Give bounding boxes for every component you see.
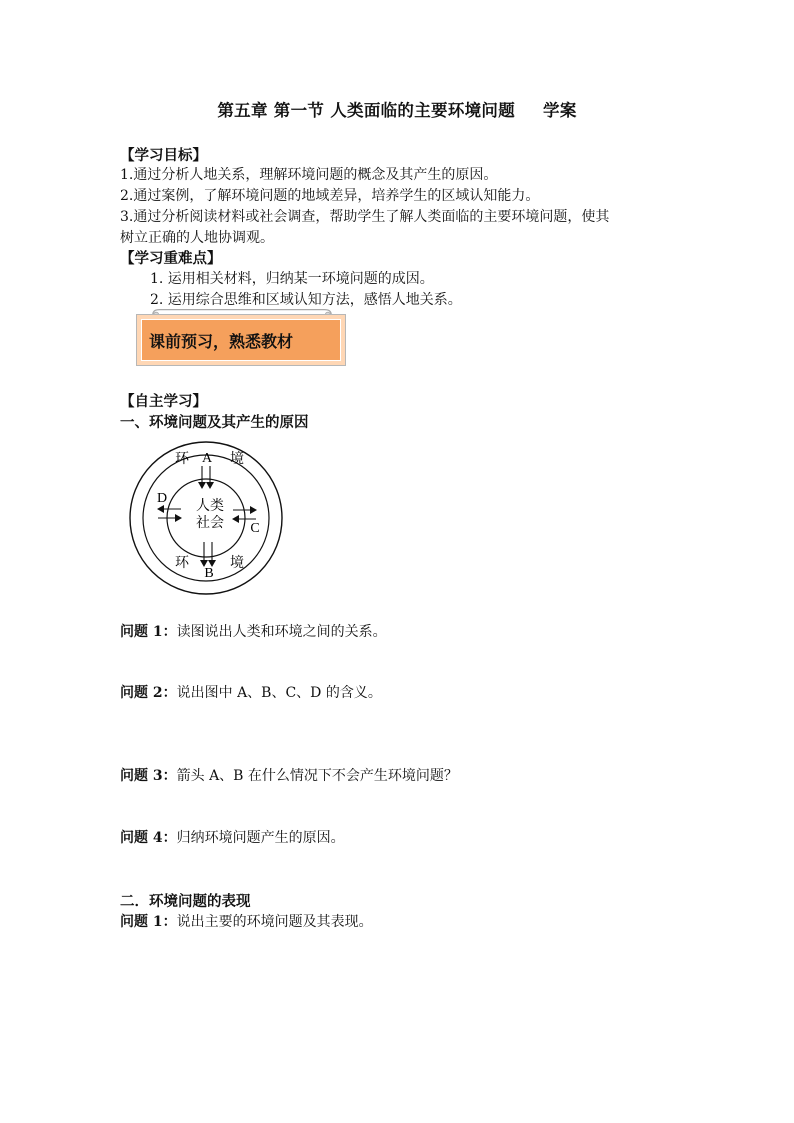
title-main: 第五章 第一节 人类面临的主要环境问题 bbox=[217, 101, 516, 120]
question-label: 问题 1： bbox=[120, 624, 177, 640]
env-label-top-left: 环 bbox=[175, 451, 189, 467]
question-text: 归纳环境问题产生的原因。 bbox=[176, 830, 345, 846]
label-b: B bbox=[204, 566, 214, 581]
center-label-line2: 社会 bbox=[196, 515, 224, 531]
objective-item: 2.通过案例，了解环境问题的地域差异，培养学生的区域认知能力。 bbox=[120, 188, 540, 204]
label-c: C bbox=[250, 521, 260, 536]
question-label: 问题 1： bbox=[120, 914, 177, 930]
objective-item: 树立正确的人地协调观。 bbox=[120, 230, 274, 246]
question-text: 箭头 A、B 在什么情况下不会产生环境问题？ bbox=[176, 768, 458, 784]
question-3 bbox=[120, 765, 458, 785]
objectives-heading: 【学习目标】 bbox=[120, 147, 207, 164]
question-text: 读图说出人类和环境之间的关系。 bbox=[176, 624, 387, 640]
question-label: 问题 4： bbox=[120, 830, 177, 846]
self-study-heading: 【自主学习】 bbox=[120, 393, 207, 410]
question-label: 问题 3： bbox=[120, 768, 177, 784]
question-4 bbox=[120, 827, 345, 847]
question-label: 问题 2： bbox=[120, 685, 177, 701]
question-1 bbox=[120, 621, 387, 641]
title-suffix: 学案 bbox=[543, 101, 577, 120]
key-point-item: 1. 运用相关材料，归纳某一环境问题的成因。 bbox=[150, 271, 434, 287]
objective-item: 1.通过分析人地关系，理解环境问题的概念及其产生的原因。 bbox=[120, 167, 498, 183]
label-a: A bbox=[201, 451, 213, 466]
banner-box bbox=[136, 314, 346, 366]
question-text: 说出主要的环境问题及其表现。 bbox=[176, 914, 373, 930]
section-1-heading: 一、环境问题及其产生的原因 bbox=[120, 414, 309, 431]
human-environment-diagram bbox=[123, 438, 283, 598]
section-2-question-1 bbox=[120, 911, 373, 931]
page-title bbox=[0, 97, 794, 121]
env-label-bottom-left: 环 bbox=[175, 555, 189, 571]
preview-banner bbox=[131, 308, 353, 368]
section-2-heading: 二．环境问题的表现 bbox=[120, 893, 251, 910]
env-label-bottom-right: 境 bbox=[230, 555, 244, 571]
objective-item: 3.通过分析阅读材料或社会调查，帮助学生了解人类面临的主要环境问题，使其 bbox=[120, 209, 610, 225]
banner-text: 课前预习，熟悉教材 bbox=[149, 332, 294, 351]
env-label-top-right: 境 bbox=[230, 451, 244, 467]
center-label-line1: 人类 bbox=[196, 498, 224, 514]
key-points-heading: 【学习重难点】 bbox=[120, 250, 222, 267]
question-2 bbox=[120, 682, 382, 702]
label-d: D bbox=[156, 491, 168, 506]
question-text: 说出图中 A、B、C、D 的含义。 bbox=[176, 685, 382, 701]
key-point-item: 2. 运用综合思维和区域认知方法，感悟人地关系。 bbox=[150, 292, 462, 308]
